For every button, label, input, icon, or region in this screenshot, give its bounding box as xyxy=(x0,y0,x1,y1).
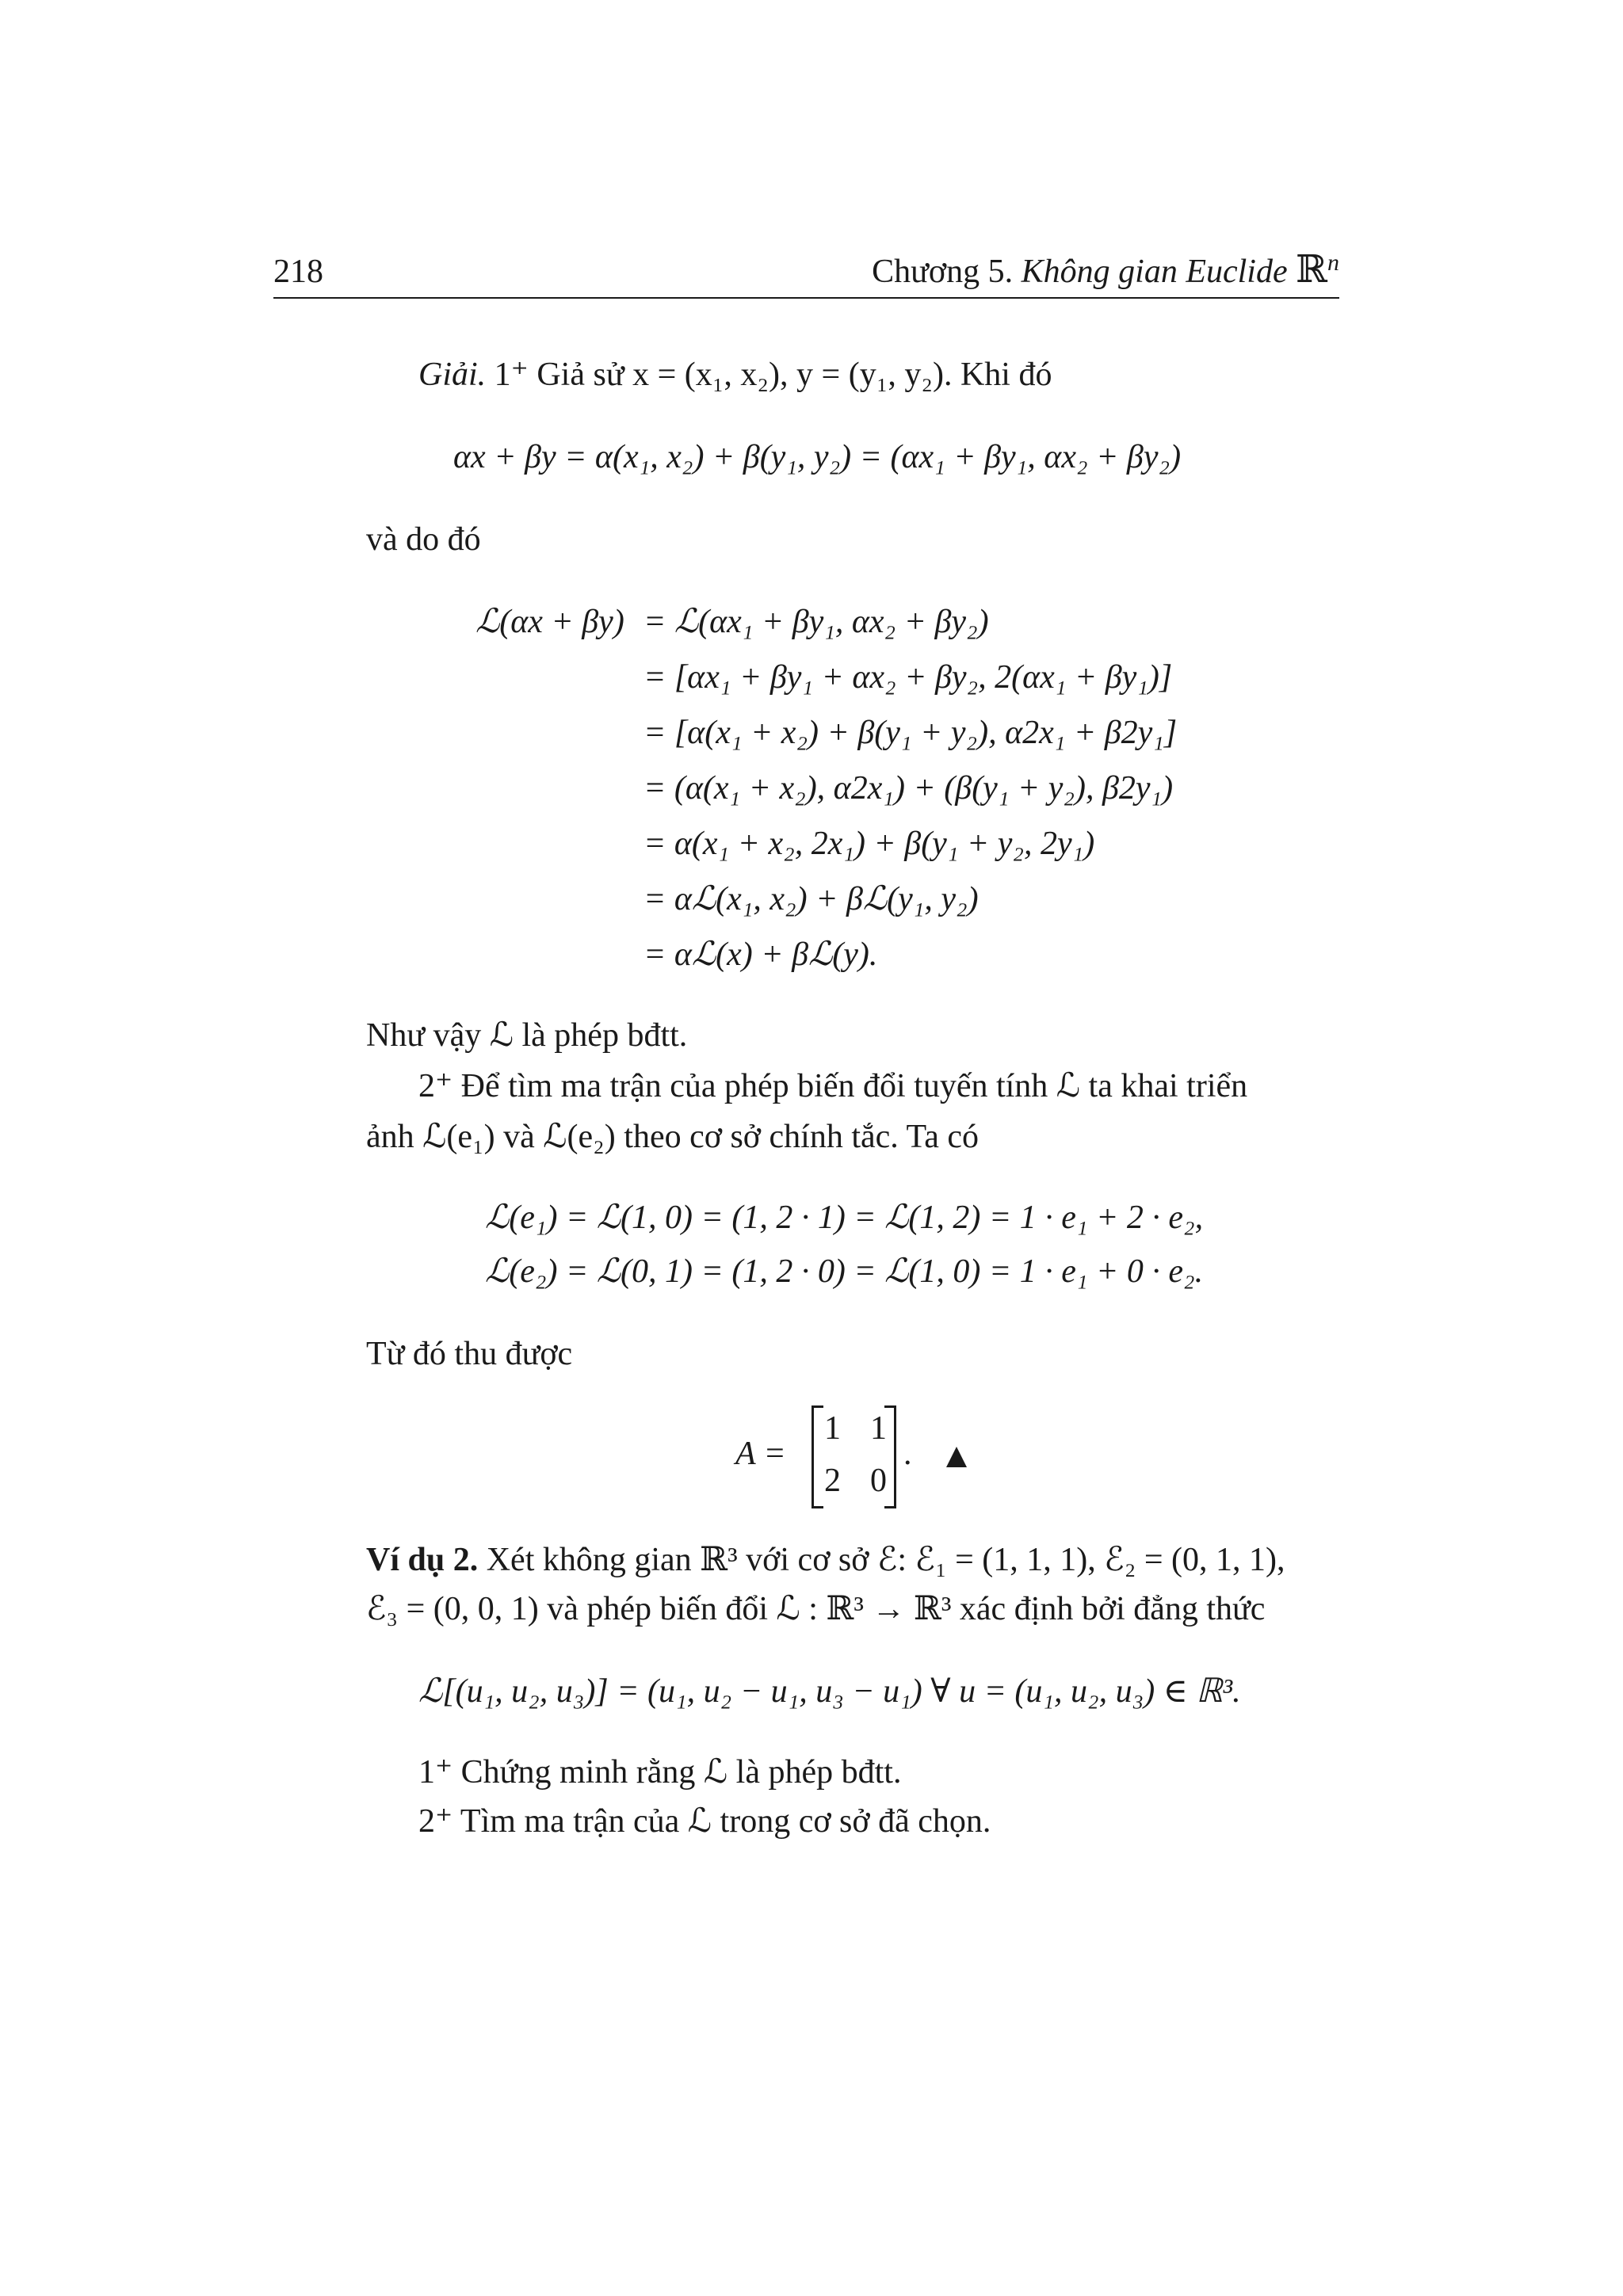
part2-text-line2: ảnh ℒ(e₁) và ℒ(e₂) theo cơ sở chính tắc. Ta có xyxy=(366,1119,980,1155)
derivation-line: = αℒ(x₁, x₂) + βℒ(y₁, y₂) xyxy=(643,881,979,917)
solution-intro xyxy=(418,355,1052,395)
solution-label: Giải. xyxy=(418,357,487,393)
equation-linear-combination: αx + βy = α(x₁, x₂) + β(y₁, y₂) = (αx₁ + βy₁, αx₂ + βy₂) xyxy=(453,439,1182,475)
chapter-title: Không gian Euclide xyxy=(1021,254,1288,290)
and-therefore-text: và do đó xyxy=(366,521,481,558)
derivation-line: = [αx₁ + βy₁ + αx₂ + βy₂, 2(αx₁ + βy₁)] xyxy=(643,659,1173,696)
header-rule xyxy=(273,297,1339,299)
derivation-line: = ℒ(αx₁ + βy₁, αx₂ + βy₂) xyxy=(643,604,989,640)
part2-text-line1: 2⁺ Để tìm ma trận của phép biến đổi tuyến tính ℒ ta khai triển xyxy=(418,1068,1248,1104)
derivation-lhs: ℒ(αx + βy) xyxy=(475,604,624,640)
conclusion-text: Như vậy ℒ là phép bđtt. xyxy=(366,1017,688,1054)
basis-image-eq2: ℒ(e₂) = ℒ(0, 1) = (1, 2 · 0) = ℒ(1, 0) = 1 · e₁ + 0 · e₂. xyxy=(485,1253,1204,1290)
solution-intro-text: 1⁺ Giả sử x = (x₁, x₂), y = (y₁, y₂). Khi đó xyxy=(494,357,1052,393)
example-title: Ví dụ 2. xyxy=(366,1542,479,1578)
derivation-line: = (α(x₁ + x₂), α2x₁) + (β(y₁ + y₂), β2y₁) xyxy=(643,770,1174,807)
example-line1 xyxy=(366,1540,1285,1580)
matrix-right-bracket xyxy=(884,1405,896,1508)
derivation-line: = [α(x₁ + x₂) + β(y₁ + y₂), α2x₁ + β2y₁] xyxy=(643,715,1178,751)
example-formula: ℒ[(u₁, u₂, u₃)] = (u₁, u₂ − u₁, u₃ − u₁) ∀ u = (u₁, u₂, u₃) ∈ ℝ³. xyxy=(418,1673,1241,1710)
thus-text: Từ đó thu được xyxy=(366,1336,573,1372)
example-text-line1: Xét không gian ℝ³ với cơ sở ℰ: ℰ₁ = (1, 1, 1), ℰ₂ = (0, 1, 1), xyxy=(486,1542,1285,1578)
example-task1: 1⁺ Chứng minh rằng ℒ là phép bđtt. xyxy=(418,1754,902,1791)
example-line2: ℰ₃ = (0, 0, 1) và phép biến đổi ℒ : ℝ³ → ℝ³ xác định bởi đẳng thức xyxy=(366,1591,1266,1627)
end-of-proof-icon xyxy=(946,1447,967,1467)
matrix-end-period: . xyxy=(903,1436,912,1472)
derivation-line: = α(x₁ + x₂, 2x₁) + β(y₁ + y₂, 2y₁) xyxy=(643,826,1095,862)
matrix-cell: 1 xyxy=(870,1410,887,1447)
matrix-left-bracket xyxy=(812,1405,823,1508)
matrix-label: A = xyxy=(735,1436,786,1472)
running-header xyxy=(872,247,1339,293)
matrix-cell: 2 xyxy=(824,1463,841,1499)
page-number: 218 xyxy=(273,254,323,290)
chapter-superscript: n xyxy=(1327,250,1339,276)
basis-image-eq1: ℒ(e₁) = ℒ(1, 0) = (1, 2 · 1) = ℒ(1, 2) = 1 · e₁ + 2 · e₂, xyxy=(485,1199,1204,1236)
chapter-number: Chương 5. xyxy=(872,254,1014,290)
matrix-cell: 0 xyxy=(870,1463,887,1499)
derivation-line: = αℒ(x) + βℒ(y). xyxy=(643,936,878,973)
chapter-symbol: ℝ xyxy=(1296,249,1327,291)
example-task2: 2⁺ Tìm ma trận của ℒ trong cơ sở đã chọn. xyxy=(418,1803,991,1840)
matrix-cell: 1 xyxy=(824,1410,841,1447)
